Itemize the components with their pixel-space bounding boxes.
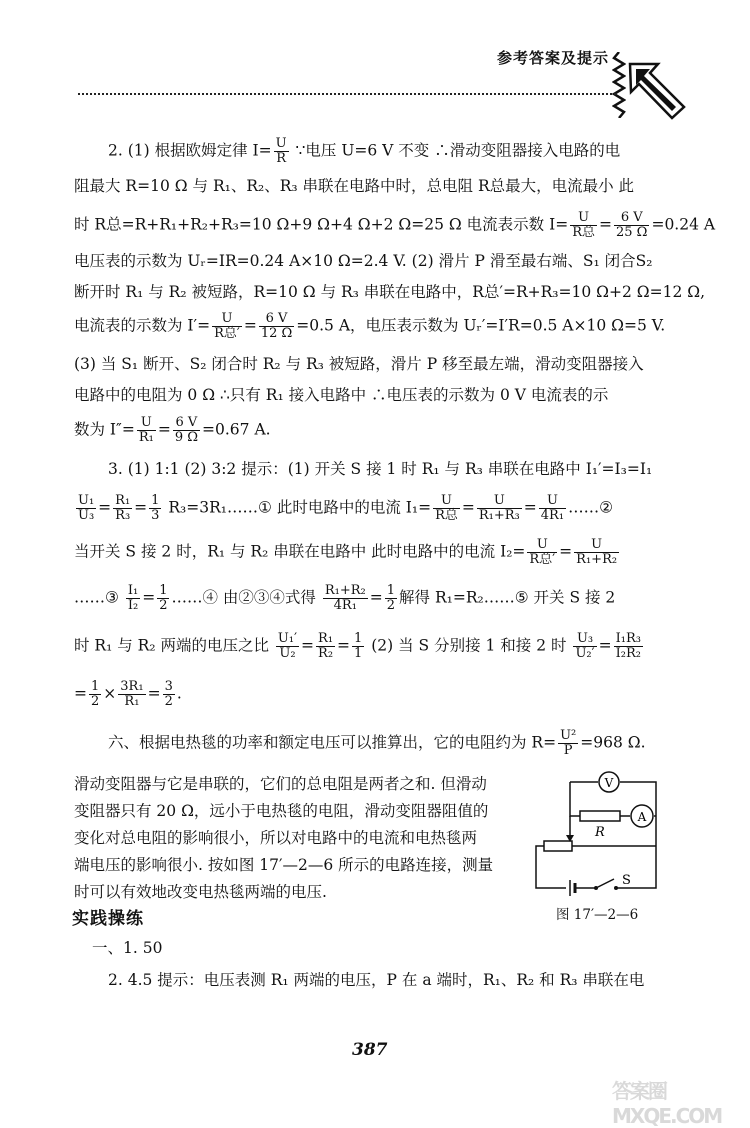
watermark-logo: 答案圈 MXQE.COM (612, 1079, 722, 1128)
circuit-diagram (530, 770, 670, 898)
line: ……③ $\frac{\text{I₁}}{\text{I₂}}$ = $\frac{1}{2}$ ……④ 由②③④式得 $\frac{\text{R₁+R₂}}{\text{4R₁}}$ = $\frac{1}{2}$ 解得 R₁=R₂……⑤ 开关 S 接 2 (74, 583, 616, 613)
line: 电流表的示数为 I′= $\frac{U}{\text{R总′}}$ = $\frac{6 V}{12 \Omega}$ =0.5 A，电压表示数为 Uᵣ′=I′R=0.5 A×10 Ω=5 V. (74, 311, 666, 341)
line: 变阻器只有 20 Ω，远小于电热毯的电阻，滑动变阻器阻值的 (74, 802, 489, 820)
voltmeter-label: V (604, 776, 614, 790)
resistor-label: R (595, 825, 605, 840)
line: 2. 4.5 提示：电压表测 R₁ 两端的电压，P 在 a 端时，R₁、R₂ 和 R₃ 串联在电 (108, 971, 645, 989)
ammeter-label: A (637, 810, 647, 824)
line: 一、1. 50 (92, 939, 163, 957)
line: 电路中的电阻为 0 Ω ∴只有 R₁ 接入电路中 ∴电压表的示数为 0 V 电流表的示 (74, 386, 609, 404)
line: 时 R₁ 与 R₂ 两端的电压之比 $\frac{\text{U₁′}}{\text{U₂}}$ = $\frac{\text{R₁}}{\text{R₂}}$ = $\frac{1}{1}$ (2) 当 S 分别接 1 和接 2 时 $\frac{\text{U₃}}{\text{U₂′}}$ = $\frac{\text{I₁R₃}}{\text{I₂R₂}}$ (74, 631, 641, 661)
line: 2. (1) 根据欧姆定律 I= $\frac{U}{R}$ ∵电压 U=6 V 不变 ∴滑动变阻器接入电路的电 (108, 136, 621, 166)
line: 电压表的示数为 Uᵣ=IR=0.24 A×10 Ω=2.4 V. (2) 滑片 P 滑至最右端、S₁ 闭合S₂ (74, 252, 653, 270)
zigzag-decoration (612, 52, 626, 118)
line: 六、根据电热毯的功率和额定电压可以推算出，它的电阻约为 R= $\frac{\text{U²}}{P}$ =968 Ω. (108, 728, 646, 758)
line: 当开关 S 接 2 时，R₁ 与 R₂ 串联在电路中 此时电路中的电流 I₂= $\frac{U}{\text{R总′}}$ = $\frac{U}{\text{R₁+R₂}}$ (74, 537, 618, 567)
arrow-logo-icon (628, 60, 686, 120)
line: 阻最大 R=10 Ω 与 R₁、R₂、R₃ 串联在电路中时，总电阻 R总最大，电流最小 此 (74, 177, 635, 195)
line: 3. (1) 1:1 (2) 3:2 提示：(1) 开关 S 接 1 时 R₁ 与 R₃ 串联在电路中 I₁′=I₃=I₁ (108, 460, 653, 478)
line: 变化对总电阻的影响很小，所以对电路中的电流和电热毯两 (74, 829, 478, 847)
page-number: 387 (352, 1040, 388, 1060)
line: 时可以有效地改变电热毯两端的电压. (74, 883, 327, 901)
line: 端电压的影响很小. 按如图 17′—2—6 所示的电路连接，测量 (74, 856, 494, 874)
line: 数为 I″= $\frac{U}{\text{R₁}}$ = $\frac{6 V}{9 \Omega}$ =0.67 A. (74, 415, 271, 445)
line: 断开时 R₁ 与 R₂ 被短路，R=10 Ω 与 R₃ 串联在电路中，R总′=R+R₃=10 Ω+2 Ω=12 Ω, (74, 283, 706, 301)
line: 时 R总=R+R₁+R₂+R₃=10 Ω+9 Ω+4 Ω+2 Ω=25 Ω 电流表示数 I= $\frac{U}{\text{R总}}$ = $\frac{6 V}{25 \Omega}$ =0.24 A (74, 210, 716, 240)
header-title: 参考答案及提示 (497, 49, 610, 67)
header-dotted-rule (78, 93, 616, 95)
line: (3) 当 S₁ 断开、S₂ 闭合时 R₂ 与 R₃ 被短路，滑片 P 移至最左端，滑动变阻器接入 (74, 355, 644, 373)
line: 滑动变阻器与它是串联的，它们的总电阻是两者之和. 但滑动 (74, 775, 487, 793)
line: = $\frac{1}{2}$ × $\frac{\text{3R₁}}{\text{R₁}}$ = $\frac{3}{2}$ . (74, 679, 182, 709)
line: $\frac{\text{U₁}}{\text{U₃}}$ = $\frac{\text{R₁}}{\text{R₃}}$ = $\frac{1}{3}$ R₃=3R₁……① 此时电路中的电流 I₁= $\frac{U}{\text{R总}}$ = $\frac{U}{\text{R₁+R₃}}$ = $\frac{U}{\text{4R₁}}$ ……② (78, 493, 613, 523)
switch-label: S (622, 873, 631, 888)
section-title: 实践操练 (72, 909, 144, 929)
figure-caption: 图 17′—2—6 (556, 907, 639, 923)
